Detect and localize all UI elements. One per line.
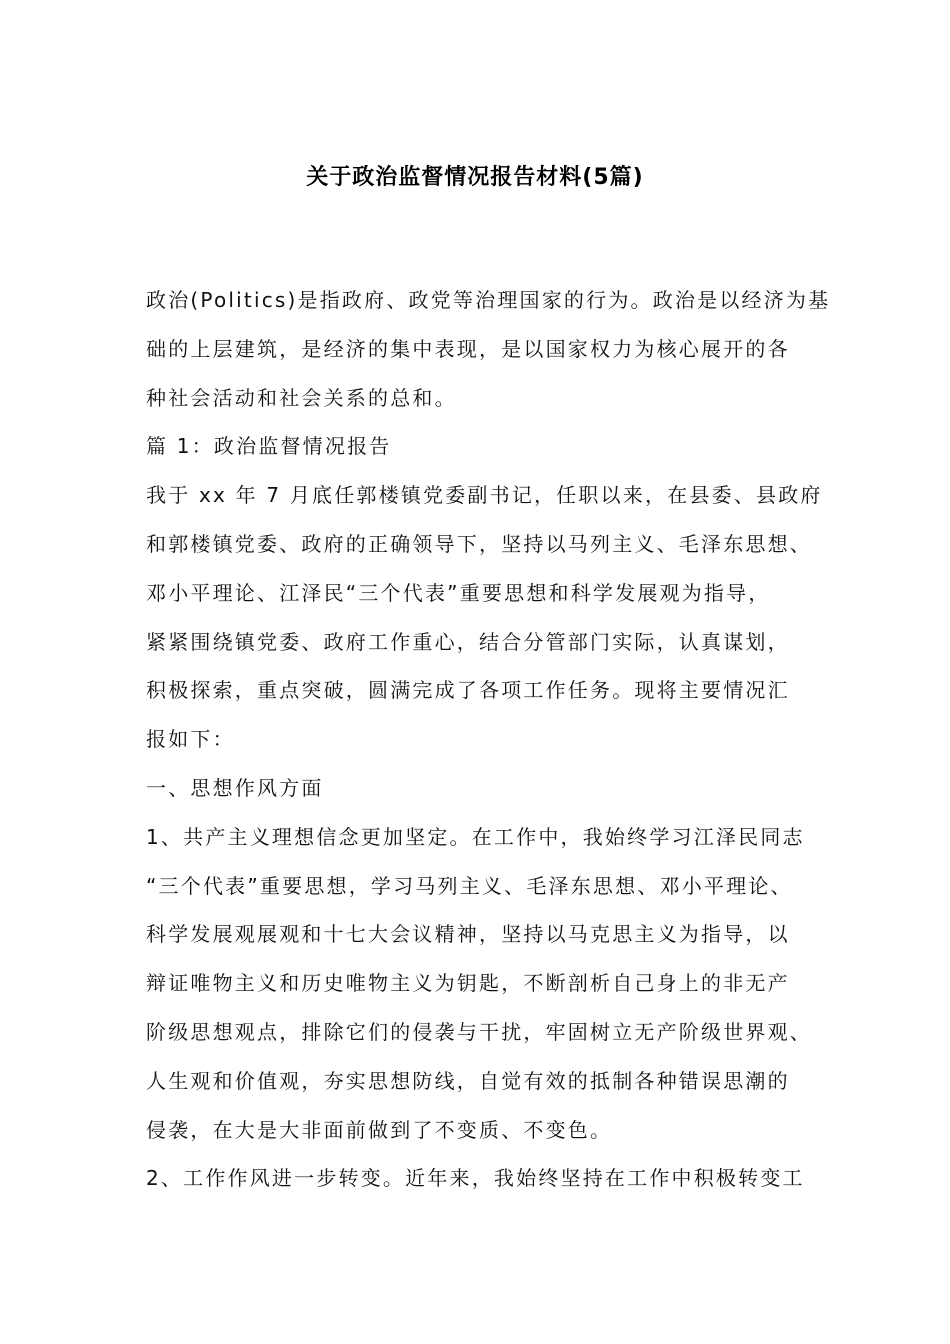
text-line: 2、工作作风进一步转变。近年来，我始终坚持在工作中积极转变工: [146, 1166, 805, 1191]
text-line: 积极探索，重点突破，圆满完成了各项工作任务。现将主要情况汇: [146, 678, 790, 703]
text-line: 人生观和价值观，夯实思想防线，自觉有效的抵制各种错误思潮的: [146, 1068, 790, 1093]
document-body: [146, 282, 836, 1209]
text-line: 1、共产主义理想信念更加坚定。在工作中，我始终学习江泽民同志: [146, 824, 805, 849]
text-line: 和郭楼镇党委、政府的正确领导下，坚持以马列主义、毛泽东思想、: [146, 531, 812, 556]
text-line: 阶级思想观点，排除它们的侵袭与干扰，牢固树立无产阶级世界观、: [146, 1019, 812, 1044]
section-heading: 一、思想作风方面: [146, 775, 324, 800]
text-line: 报如下：: [146, 727, 235, 752]
text-line: 辩证唯物主义和历史唯物主义为钥匙，不断剖析自己身上的非无产: [146, 971, 790, 996]
document-title: 关于政治监督情况报告材料(5篇): [306, 165, 644, 190]
text-line: 邓小平理论、江泽民“三个代表”重要思想和科学发展观为指导，: [146, 580, 771, 605]
text-line: 政治(Politics)是指政府、政党等治理国家的行为。政治是以经济为基: [146, 288, 831, 312]
text-line: 科学发展观展观和十七大会议精神，坚持以马克思主义为指导，以: [146, 922, 790, 947]
text-line: 础的上层建筑，是经济的集中表现，是以国家权力为核心展开的各: [146, 336, 790, 361]
text-line: 侵袭，在大是大非面前做到了不变质、不变色。: [146, 1117, 613, 1142]
text-line: 种社会活动和社会关系的总和。: [146, 385, 457, 410]
text-line: “三个代表”重要思想，学习马列主义、毛泽东思想、邓小平理论、: [146, 873, 793, 898]
section-heading: 篇 1：政治监督情况报告: [146, 434, 392, 459]
text-line: 紧紧围绕镇党委、政府工作重心，结合分管部门实际，认真谋划，: [146, 629, 790, 654]
text-line: 我于 xx 年 7 月底任郭楼镇党委副书记，任职以来，在县委、县政府: [146, 483, 823, 508]
